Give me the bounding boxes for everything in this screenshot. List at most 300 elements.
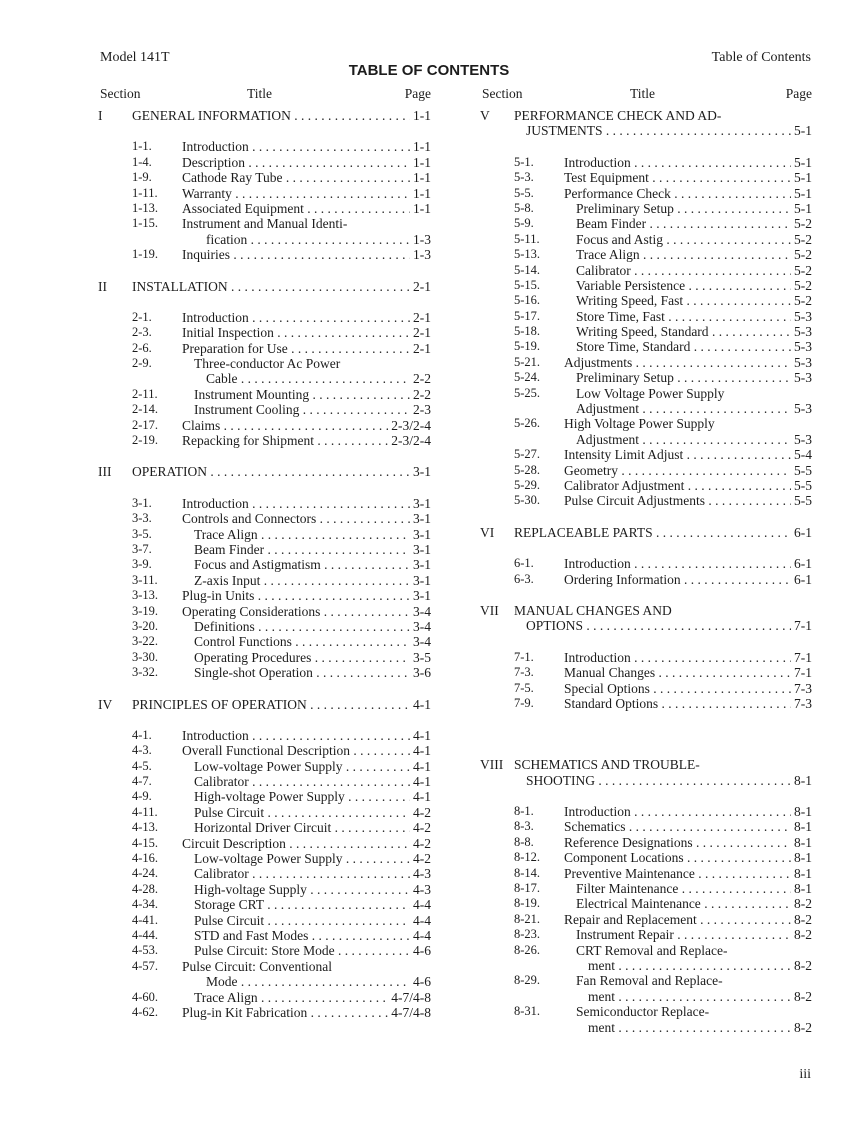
toc-entry-row — [480, 401, 812, 416]
toc-title: Introduction . . . — [564, 556, 792, 571]
toc-page: 5-3 — [791, 432, 812, 447]
toc-entry-row — [98, 139, 431, 154]
toc-number: 4-57. — [132, 958, 159, 973]
toc-title: Standard Options . . . — [564, 696, 792, 711]
toc-title: Three-conductor Ac Power — [194, 356, 341, 372]
toc-entries-left — [98, 108, 431, 1020]
toc-number: 3-5. — [132, 526, 152, 541]
toc-entry-row — [98, 789, 431, 804]
toc-page: 8-2 — [791, 958, 812, 973]
toc-number: 4-1. — [132, 727, 152, 742]
toc-title: OPERATION . . . — [132, 464, 411, 479]
toc-page: 8-1 — [791, 819, 812, 834]
toc-entry-row — [98, 619, 431, 634]
toc-entry-row — [480, 432, 812, 447]
spacer — [98, 123, 431, 139]
toc-page: 4-2 — [410, 851, 431, 866]
toc-title: Test Equipment . . . — [564, 170, 792, 185]
toc-entry-row — [98, 743, 431, 758]
toc-number: 4-3. — [132, 743, 152, 758]
toc-number: 1-4. — [132, 154, 152, 169]
toc-title: Variable Persistence . . . — [576, 278, 792, 293]
toc-page: 8-2 — [791, 927, 812, 942]
toc-number: 5-24. — [514, 370, 541, 385]
toc-page: 5-3 — [791, 401, 812, 416]
toc-entry-row — [98, 387, 431, 402]
toc-page: 5-3 — [791, 370, 812, 385]
toc-title: Plug-in Units . . . — [182, 588, 411, 603]
toc-number: 5-17. — [514, 308, 541, 323]
toc-title: Repair and Replacement . . . — [564, 912, 792, 927]
toc-number: 8-29. — [514, 973, 541, 988]
toc-page: 4-2 — [410, 805, 431, 820]
toc-page: 8-2 — [791, 912, 812, 927]
toc-number: 5-5. — [514, 185, 534, 200]
toc-page: 1-3 — [410, 247, 431, 262]
toc-page: 8-1 — [791, 835, 812, 850]
toc-entry-row — [480, 1004, 812, 1019]
toc-number: 4-60. — [132, 989, 159, 1004]
toc-number: 4-41. — [132, 912, 159, 927]
toc-entry-row — [98, 356, 431, 371]
toc-entry-row — [480, 186, 812, 201]
toc-title: Preliminary Setup . . . — [576, 201, 792, 216]
toc-number: 4-44. — [132, 927, 159, 942]
spacer — [98, 294, 431, 310]
toc-title: Writing Speed, Fast . . . — [576, 293, 792, 308]
toc-page: 1-1 — [410, 155, 431, 170]
toc-entry-row — [98, 418, 431, 433]
toc-entry-row — [480, 355, 812, 370]
toc-number: 5-21. — [514, 354, 541, 369]
toc-page: 3-1 — [410, 464, 431, 479]
toc-entry-row — [98, 247, 431, 262]
toc-number: 8-3. — [514, 819, 534, 834]
toc-page: 8-2 — [791, 989, 812, 1004]
toc-entry-row — [98, 665, 431, 680]
toc-page: 3-5 — [410, 650, 431, 665]
toc-number: 5-19. — [514, 339, 541, 354]
toc-page: 8-1 — [791, 881, 812, 896]
toc-page: 5-2 — [791, 232, 812, 247]
toc-page: 4-4 — [410, 897, 431, 912]
toc-number: 1-11. — [132, 185, 158, 200]
toc-title: PRINCIPLES OF OPERATION . . . — [132, 697, 411, 712]
toc-title: Performance Check . . . — [564, 186, 792, 201]
toc-number: 5-25. — [514, 385, 541, 400]
toc-page: 3-1 — [410, 573, 431, 588]
toc-page: 1-1 — [410, 139, 431, 154]
toc-number: 4-16. — [132, 851, 159, 866]
column-header-title: Title — [630, 86, 656, 101]
toc-section-row — [98, 697, 431, 712]
toc-title: Instrument and Manual Identi- — [182, 216, 348, 232]
toc-entry-row — [98, 402, 431, 417]
toc-page: 8-1 — [791, 866, 812, 881]
toc-page: 4-7/4-8 — [388, 990, 431, 1005]
toc-entry-row — [98, 774, 431, 789]
toc-entry-row — [480, 447, 812, 462]
toc-page: 3-1 — [410, 511, 431, 526]
toc-title: Preventive Maintenance . . . — [564, 866, 792, 881]
toc-entry-row — [480, 170, 812, 185]
toc-entry-row — [98, 542, 431, 557]
toc-title: JUSTMENTS . . . — [526, 123, 792, 138]
toc-title: Component Locations . . . — [564, 850, 792, 865]
toc-title: Introduction . . . — [182, 728, 411, 743]
toc-title: Storage CRT . . . — [194, 897, 411, 912]
toc-page: 1-3 — [410, 232, 431, 247]
toc-entry-row — [480, 696, 812, 711]
toc-entry-row — [480, 478, 812, 493]
toc-page: 3-4 — [410, 619, 431, 634]
toc-entry-row — [98, 634, 431, 649]
toc-section-row — [480, 603, 812, 618]
toc-page: 4-2 — [410, 820, 431, 835]
toc-page: 2-3/2-4 — [388, 433, 431, 448]
spacer — [480, 540, 812, 556]
toc-page: 7-1 — [791, 650, 812, 665]
toc-entry-row — [98, 341, 431, 356]
toc-number: VI — [480, 524, 495, 540]
toc-entry-row — [98, 186, 431, 201]
toc-number: 5-26. — [514, 416, 541, 431]
toc-section-row — [98, 464, 431, 479]
toc-number: 3-1. — [132, 495, 152, 510]
toc-title: Plug-in Kit Fabrication . . . — [182, 1005, 411, 1020]
column-header-section: Section — [482, 86, 523, 101]
toc-page: 5-3 — [791, 339, 812, 354]
toc-title: Store Time, Fast . . . — [576, 309, 792, 324]
toc-title: Low-voltage Power Supply . . . — [194, 759, 411, 774]
toc-page: 5-1 — [791, 186, 812, 201]
toc-number: 5-28. — [514, 462, 541, 477]
toc-number: 4-28. — [132, 881, 159, 896]
toc-number: 4-11. — [132, 804, 158, 819]
toc-entry-row — [98, 974, 431, 989]
toc-title: Electrical Maintenance . . . — [576, 896, 792, 911]
toc-page: 2-1 — [410, 310, 431, 325]
toc-number: 6-3. — [514, 571, 534, 586]
toc-number: 3-32. — [132, 665, 159, 680]
toc-number: 2-19. — [132, 433, 159, 448]
toc-number: 2-6. — [132, 340, 152, 355]
toc-number: 5-13. — [514, 247, 541, 262]
toc-title: Adjustments . . . — [564, 355, 792, 370]
toc-page: 6-1 — [791, 556, 812, 571]
toc-entry-row — [98, 496, 431, 511]
toc-entry-row — [98, 557, 431, 572]
toc-page: 8-1 — [791, 804, 812, 819]
toc-page: 2-1 — [410, 325, 431, 340]
toc-title: Instrument Mounting . . . — [194, 387, 411, 402]
toc-title: Geometry . . . — [564, 463, 792, 478]
toc-section-row — [480, 123, 812, 138]
toc-title: Associated Equipment . . . — [182, 201, 411, 216]
toc-title: Focus and Astigmatism . . . — [194, 557, 411, 572]
toc-number: 3-19. — [132, 603, 159, 618]
toc-page: 5-2 — [791, 247, 812, 262]
toc-number: 4-24. — [132, 866, 159, 881]
toc-page: 4-3 — [410, 866, 431, 881]
page-number: iii — [799, 1067, 811, 1082]
toc-title: Operating Considerations . . . — [182, 604, 411, 619]
toc-entry-row — [98, 913, 431, 928]
toc-number: 3-9. — [132, 557, 152, 572]
toc-title: STD and Fast Modes . . . — [194, 928, 411, 943]
spacer — [98, 448, 431, 464]
spacer — [480, 711, 812, 741]
toc-entry-row — [480, 416, 812, 431]
toc-entry-row — [98, 170, 431, 185]
toc-title: Filter Maintenance . . . — [576, 881, 792, 896]
toc-title: Introduction . . . — [182, 310, 411, 325]
toc-number: 5-11. — [514, 231, 540, 246]
toc-page: 4-6 — [410, 943, 431, 958]
toc-entry-row — [480, 232, 812, 247]
toc-page: 4-4 — [410, 913, 431, 928]
toc-page: 4-1 — [410, 728, 431, 743]
toc-entry-row — [480, 155, 812, 170]
toc-title: Trace Align . . . — [576, 247, 792, 262]
toc-page: 7-1 — [791, 618, 812, 633]
toc-page: 4-6 — [410, 974, 431, 989]
toc-page: 2-2 — [410, 387, 431, 402]
toc-title: ment . . . — [588, 1020, 792, 1035]
toc-page: 1-1 — [410, 201, 431, 216]
column-header — [480, 86, 812, 108]
toc-number: 3-3. — [132, 511, 152, 526]
toc-entries-right — [480, 108, 812, 1035]
toc-entry-row — [480, 216, 812, 231]
toc-title: Intensity Limit Adjust . . . — [564, 447, 792, 462]
toc-page: 5-2 — [791, 263, 812, 278]
toc-number: 5-14. — [514, 262, 541, 277]
toc-entry-row — [480, 278, 812, 293]
toc-number: 1-1. — [132, 139, 152, 154]
toc-title: GENERAL INFORMATION . . . — [132, 108, 411, 123]
column-header-section: Section — [100, 86, 141, 101]
toc-number: V — [480, 108, 490, 123]
spacer — [480, 788, 812, 804]
toc-title: Low-voltage Power Supply . . . — [194, 851, 411, 866]
toc-title: Operating Procedures . . . — [194, 650, 411, 665]
spacer — [480, 634, 812, 650]
toc-entry-row — [480, 835, 812, 850]
toc-page: 7-1 — [791, 665, 812, 680]
toc-page: 2-3 — [410, 402, 431, 417]
toc-page: 5-1 — [791, 170, 812, 185]
toc-entry-row — [480, 309, 812, 324]
toc-number: 3-20. — [132, 618, 159, 633]
toc-page: 8-2 — [791, 896, 812, 911]
toc-number: 4-62. — [132, 1004, 159, 1019]
toc-title: Warranty . . . — [182, 186, 411, 201]
toc-number: 1-15. — [132, 216, 159, 231]
toc-entry-row — [98, 604, 431, 619]
toc-page: 5-2 — [791, 293, 812, 308]
column-header — [98, 86, 431, 108]
toc-number: 8-17. — [514, 881, 541, 896]
toc-title: Controls and Connectors . . . — [182, 511, 411, 526]
toc-section-row — [98, 108, 431, 123]
toc-number: 8-21. — [514, 911, 541, 926]
toc-title: Preliminary Setup . . . — [576, 370, 792, 385]
header-model: Model 141T — [100, 50, 170, 65]
toc-title: Single-shot Operation . . . — [194, 665, 411, 680]
toc-number: 7-1. — [514, 649, 534, 664]
toc-number: 1-13. — [132, 200, 159, 215]
toc-column-right — [480, 86, 812, 1035]
toc-title: Calibrator . . . — [194, 774, 411, 789]
toc-number: 3-7. — [132, 541, 152, 556]
toc-section-row — [480, 773, 812, 788]
toc-entry-row — [480, 850, 812, 865]
toc-number: 8-8. — [514, 834, 534, 849]
toc-entry-row — [480, 881, 812, 896]
toc-number: 1-19. — [132, 247, 159, 262]
toc-title: Ordering Information . . . — [564, 572, 792, 587]
toc-number: 3-11. — [132, 572, 158, 587]
toc-title: Reference Designations . . . — [564, 835, 792, 850]
column-header-page: Page — [404, 86, 431, 101]
toc-page: 8-1 — [791, 850, 812, 865]
toc-page: 5-3 — [791, 324, 812, 339]
toc-page: 5-5 — [791, 463, 812, 478]
header-running-title: Table of Contents — [711, 50, 811, 65]
spacer — [98, 263, 431, 279]
toc-page: 3-4 — [410, 634, 431, 649]
toc-page: 5-1 — [791, 155, 812, 170]
toc-title: Inquiries . . . — [182, 247, 411, 262]
toc-number: 5-30. — [514, 493, 541, 508]
toc-title: Beam Finder . . . — [576, 216, 792, 231]
toc-title: Pulse Circuit: Store Mode . . . — [194, 943, 411, 958]
toc-page: 5-3 — [791, 355, 812, 370]
toc-title: Introduction . . . — [564, 155, 792, 170]
toc-title: Manual Changes . . . — [564, 665, 792, 680]
toc-entry-row — [98, 588, 431, 603]
toc-page: 1-1 — [410, 108, 431, 123]
toc-entry-row — [98, 851, 431, 866]
toc-title: Low Voltage Power Supply — [576, 385, 725, 401]
toc-entry-row — [480, 463, 812, 478]
toc-entry-row — [480, 943, 812, 958]
toc-number: 2-17. — [132, 417, 159, 432]
toc-entry-row — [98, 310, 431, 325]
toc-number: 8-1. — [514, 804, 534, 819]
toc-page: 5-4 — [791, 447, 812, 462]
toc-title: High-voltage Supply . . . — [194, 882, 411, 897]
toc-number: 8-19. — [514, 896, 541, 911]
toc-page: 7-3 — [791, 681, 812, 696]
toc-number: 5-3. — [514, 170, 534, 185]
toc-title: Special Options . . . — [564, 681, 792, 696]
toc-title: Mode . . . — [206, 974, 411, 989]
toc-title: Introduction . . . — [564, 650, 792, 665]
toc-entry-row — [98, 759, 431, 774]
toc-title: CRT Removal and Replace- — [576, 942, 728, 958]
toc-entry-row — [480, 247, 812, 262]
toc-number: 3-30. — [132, 649, 159, 664]
toc-page: 5-2 — [791, 278, 812, 293]
toc-title: Beam Finder . . . — [194, 542, 411, 557]
toc-page: 4-4 — [410, 928, 431, 943]
toc-number: 4-15. — [132, 835, 159, 850]
toc-title: Introduction . . . — [564, 804, 792, 819]
toc-title: Calibrator . . . — [576, 263, 792, 278]
toc-page: 4-2 — [410, 836, 431, 851]
toc-number: 4-7. — [132, 774, 152, 789]
toc-page: 8-1 — [791, 773, 812, 788]
toc-page: 7-3 — [791, 696, 812, 711]
toc-title: Description . . . — [182, 155, 411, 170]
toc-section-row — [480, 618, 812, 633]
toc-number: 2-1. — [132, 309, 152, 324]
spacer — [98, 712, 431, 728]
toc-title: Repacking for Shipment . . . — [182, 433, 411, 448]
toc-entry-row — [98, 325, 431, 340]
toc-title: OPTIONS . . . — [526, 618, 792, 633]
toc-title: Adjustment . . . — [576, 432, 792, 447]
toc-title: ment . . . — [588, 958, 792, 973]
toc-number: 4-9. — [132, 789, 152, 804]
toc-title: Fan Removal and Replace- — [576, 973, 723, 989]
toc-title: Overall Functional Description . . . — [182, 743, 411, 758]
toc-number: 4-34. — [132, 897, 159, 912]
toc-number: III — [98, 464, 112, 480]
toc-page: 1-1 — [410, 186, 431, 201]
toc-entry-row — [480, 819, 812, 834]
toc-entry-row — [98, 371, 431, 386]
toc-page: 3-1 — [410, 527, 431, 542]
toc-section-row — [480, 525, 812, 540]
toc-entry-row — [98, 527, 431, 542]
toc-page: 4-3 — [410, 882, 431, 897]
toc-number: 8-12. — [514, 850, 541, 865]
toc-page: 4-1 — [410, 697, 431, 712]
toc-number: 2-9. — [132, 356, 152, 371]
toc-title: Calibrator Adjustment . . . — [564, 478, 792, 493]
toc-number: 4-13. — [132, 820, 159, 835]
toc-entry-row — [480, 1020, 812, 1035]
toc-number: 7-3. — [514, 665, 534, 680]
toc-number: 2-11. — [132, 386, 158, 401]
toc-entry-row — [98, 232, 431, 247]
toc-number: 5-18. — [514, 324, 541, 339]
toc-column-left — [98, 86, 431, 1020]
toc-number: 7-9. — [514, 695, 534, 710]
toc-entry-row — [480, 293, 812, 308]
toc-title: INSTALLATION . . . — [132, 279, 411, 294]
toc-title: Introduction . . . — [182, 496, 411, 511]
toc-page: 2-1 — [410, 279, 431, 294]
page-title: TABLE OF CONTENTS — [348, 62, 510, 79]
toc-entry-row — [480, 493, 812, 508]
toc-entry-row — [480, 973, 812, 988]
toc-page: 2-2 — [410, 371, 431, 386]
toc-entry-row — [480, 665, 812, 680]
column-header-title: Title — [247, 86, 273, 101]
toc-title: Store Time, Standard . . . — [576, 339, 792, 354]
toc-title: fication . . . — [206, 232, 411, 247]
toc-number: 5-8. — [514, 200, 534, 215]
toc-number: 5-9. — [514, 216, 534, 231]
toc-title: Z-axis Input . . . — [194, 573, 411, 588]
toc-page: 3-1 — [410, 557, 431, 572]
toc-entry-row — [480, 201, 812, 216]
toc-number: VII — [480, 602, 499, 618]
